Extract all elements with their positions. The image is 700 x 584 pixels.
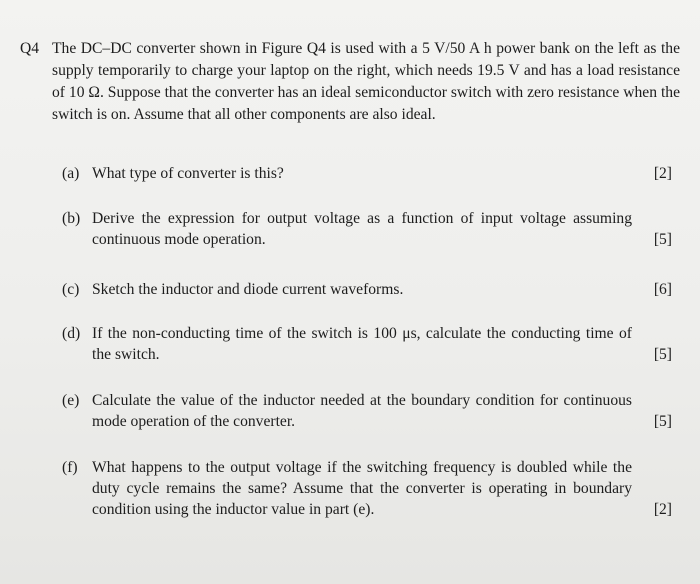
part-b-label: (b) — [62, 210, 81, 227]
part-d — [62, 323, 672, 365]
part-c — [62, 279, 672, 300]
part-d-marks: [5] — [653, 346, 672, 363]
part-d-text: If the non-conducting time of the switch is 100 μs, calculate the conducting time of the switch. — [92, 325, 632, 363]
part-a — [62, 163, 672, 184]
part-c-text: Sketch the inductor and diode current waveforms. — [92, 281, 404, 298]
question-header — [20, 38, 680, 126]
part-c-marks: [6] — [653, 281, 672, 298]
part-f-text: What happens to the output voltage if the switching frequency is doubled while the duty cycle remains the same? Assume that the converter is operating in boundary condition using the inductor value in part (e). — [92, 459, 632, 518]
part-f-marks: [2] — [653, 501, 672, 518]
question-number: Q4 — [20, 40, 40, 57]
part-f-label: (f) — [62, 459, 78, 476]
part-f — [62, 457, 672, 520]
part-b-text: Derive the expression for output voltage as a function of input voltage assuming continuous mode operation. — [92, 210, 632, 248]
part-e-text: Calculate the value of the inductor needed at the boundary condition for continuous mode operation of the converter. — [92, 392, 632, 430]
part-e-label: (e) — [62, 392, 80, 409]
part-e-marks: [5] — [653, 413, 672, 430]
part-b — [62, 208, 672, 250]
part-c-label: (c) — [62, 281, 80, 298]
part-a-text: What type of converter is this? — [92, 165, 284, 182]
part-a-label: (a) — [62, 165, 80, 182]
part-d-label: (d) — [62, 325, 81, 342]
question-text: The DC–DC converter shown in Figure Q4 is used with a 5 V/50 A h power bank on the left as the supply temporarily to charge your laptop on the right, which needs 19.5 V and has a load resistance of 10 Ω. Suppose that the converter has an ideal semiconductor switch with zero resistance when the switch is on. Assume that all other components are also ideal. — [52, 40, 680, 123]
part-a-marks: [2] — [653, 165, 672, 182]
part-b-marks: [5] — [653, 231, 672, 248]
part-e — [62, 390, 672, 432]
